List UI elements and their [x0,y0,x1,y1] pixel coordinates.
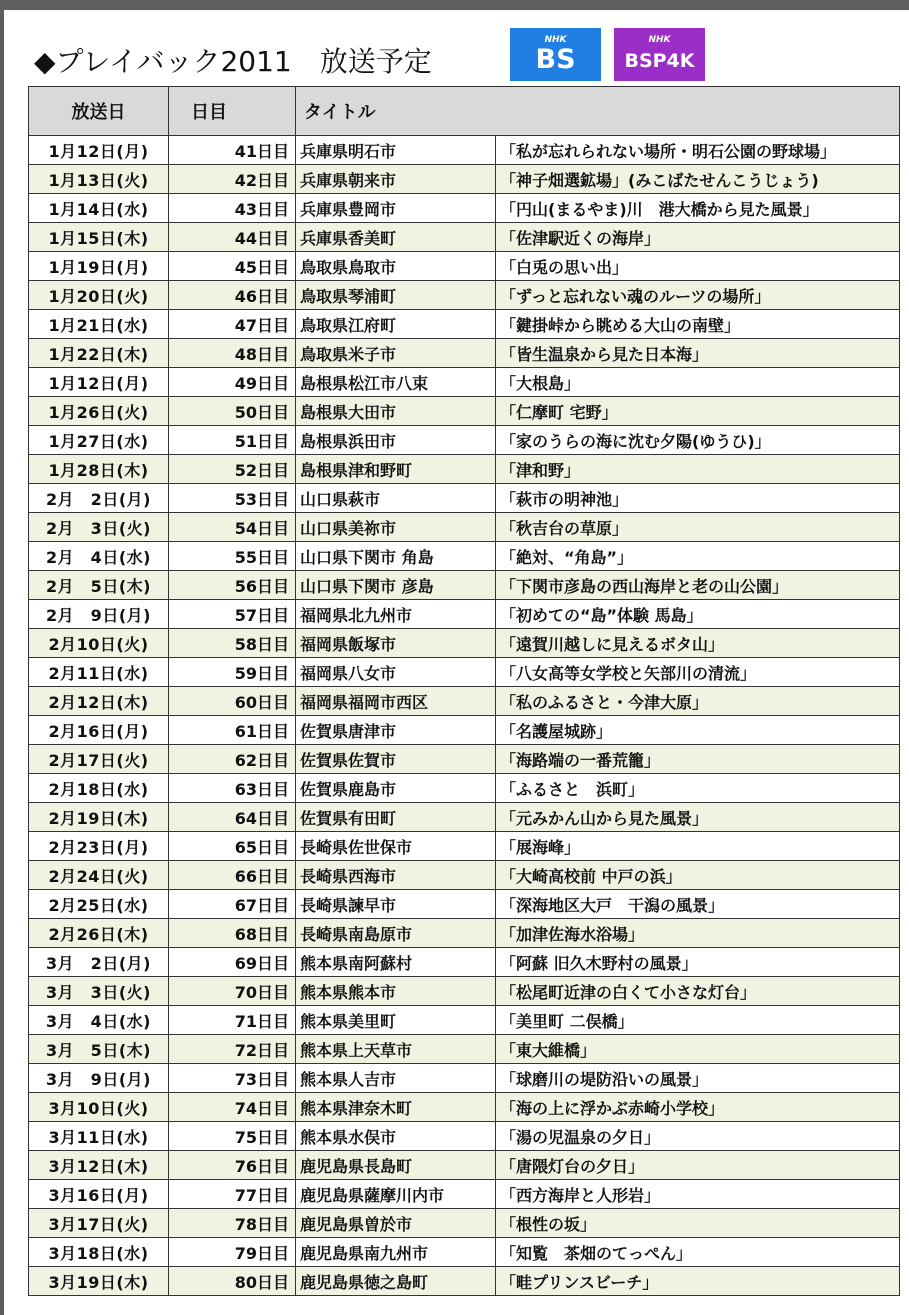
row-day: 51日目 [169,426,296,455]
row-subject: 「深海地区大戸 干潟の風景」 [496,890,900,919]
row-subject: 「萩市の明神池」 [496,484,900,513]
row-date: 3月 4日(水) [29,1006,169,1035]
row-subject: 「秋吉台の草原」 [496,513,900,542]
row-subject: 「知覧 茶畑のてっぺん」 [496,1238,900,1267]
row-date: 1月15日(木) [29,223,169,252]
nhk-bsp4k-logo-small: NHK [648,35,671,45]
row-place: 島根県津和野町 [296,455,496,484]
row-day: 62日目 [169,745,296,774]
row-date: 1月22日(木) [29,339,169,368]
row-subject: 「海の上に浮かぶ赤崎小学校」 [496,1093,900,1122]
table-row [29,687,900,716]
row-place: 鳥取県米子市 [296,339,496,368]
row-subject: 「東大維橋」 [496,1035,900,1064]
table-row [29,1064,900,1093]
row-place: 鳥取県琴浦町 [296,281,496,310]
row-subject: 「大崎高校前 中戸の浜」 [496,861,900,890]
nhk-bsp4k-logo-big: BSP4K [624,50,695,72]
row-day: 48日目 [169,339,296,368]
row-day: 68日目 [169,919,296,948]
row-day: 73日目 [169,1064,296,1093]
row-day: 46日目 [169,281,296,310]
table-row [29,1006,900,1035]
row-day: 54日目 [169,513,296,542]
row-subject: 「私のふるさと・今津大原」 [496,687,900,716]
row-subject: 「津和野」 [496,455,900,484]
row-subject: 「鍵掛峠から眺める大山の南壁」 [496,310,900,339]
row-day: 45日目 [169,252,296,281]
table-row [29,484,900,513]
table-row [29,513,900,542]
table-row [29,861,900,890]
row-date: 1月21日(水) [29,310,169,339]
row-date: 2月11日(水) [29,658,169,687]
table-row [29,1035,900,1064]
row-subject: 「初めての“島”体験 馬島」 [496,600,900,629]
row-subject: 「仁摩町 宅野」 [496,397,900,426]
row-subject: 「美里町 二俣橋」 [496,1006,900,1035]
row-date: 2月26日(木) [29,919,169,948]
table-row [29,1209,900,1238]
row-place: 佐賀県唐津市 [296,716,496,745]
row-date: 3月 9日(月) [29,1064,169,1093]
row-place: 福岡県飯塚市 [296,629,496,658]
row-subject: 「神子畑選鉱場」(みこばたせんこうじょう) [496,165,900,194]
row-place: 福岡県八女市 [296,658,496,687]
table-row [29,919,900,948]
row-place: 兵庫県豊岡市 [296,194,496,223]
row-subject: 「海路端の一番荒籠」 [496,745,900,774]
row-day: 43日目 [169,194,296,223]
table-row [29,136,900,165]
header-date: 放送日 [29,87,169,136]
row-place: 佐賀県有田町 [296,803,496,832]
row-day: 55日目 [169,542,296,571]
nhk-bs-logo-small: NHK [544,35,567,45]
row-date: 3月16日(月) [29,1180,169,1209]
row-place: 熊本県人吉市 [296,1064,496,1093]
page-title: ◆プレイバック2011 放送予定 [34,45,432,78]
row-day: 42日目 [169,165,296,194]
row-subject: 「西方海岸と人形岩」 [496,1180,900,1209]
row-date: 3月19日(木) [29,1267,169,1296]
row-date: 2月18日(水) [29,774,169,803]
row-subject: 「球磨川の堤防沿いの風景」 [496,1064,900,1093]
row-subject: 「私が忘れられない場所・明石公園の野球場」 [496,136,900,165]
table-row [29,571,900,600]
schedule-body [29,136,900,1296]
row-day: 77日目 [169,1180,296,1209]
schedule-table [28,86,900,1296]
row-place: 福岡県福岡市西区 [296,687,496,716]
row-place: 兵庫県朝来市 [296,165,496,194]
row-subject: 「名護屋城跡」 [496,716,900,745]
table-row [29,397,900,426]
row-place: 熊本県上天草市 [296,1035,496,1064]
row-date: 3月12日(木) [29,1151,169,1180]
row-place: 鳥取県鳥取市 [296,252,496,281]
table-row [29,629,900,658]
row-place: 鹿児島県薩摩川内市 [296,1180,496,1209]
row-day: 80日目 [169,1267,296,1296]
row-day: 41日目 [169,136,296,165]
row-date: 1月14日(水) [29,194,169,223]
row-day: 63日目 [169,774,296,803]
row-subject: 「下関市彦島の西山海岸と老の山公園」 [496,571,900,600]
row-place: 長崎県佐世保市 [296,832,496,861]
row-date: 1月12日(月) [29,368,169,397]
row-day: 74日目 [169,1093,296,1122]
row-day: 70日目 [169,977,296,1006]
row-place: 鳥取県江府町 [296,310,496,339]
row-subject: 「ずっと忘れない魂のルーツの場所」 [496,281,900,310]
row-subject: 「大根島」 [496,368,900,397]
row-date: 1月26日(火) [29,397,169,426]
row-date: 2月 9日(月) [29,600,169,629]
row-date: 2月17日(火) [29,745,169,774]
row-date: 2月12日(木) [29,687,169,716]
row-day: 52日目 [169,455,296,484]
row-subject: 「元みかん山から見た風景」 [496,803,900,832]
row-place: 山口県下関市 彦島 [296,571,496,600]
row-date: 2月 3日(火) [29,513,169,542]
row-date: 3月10日(火) [29,1093,169,1122]
row-date: 3月 3日(火) [29,977,169,1006]
row-subject: 「家のうらの海に沈む夕陽(ゆうひ)」 [496,426,900,455]
row-date: 3月11日(水) [29,1122,169,1151]
table-row [29,1180,900,1209]
row-subject: 「佐津駅近くの海岸」 [496,223,900,252]
table-row [29,165,900,194]
row-place: 熊本県美里町 [296,1006,496,1035]
row-day: 66日目 [169,861,296,890]
row-day: 79日目 [169,1238,296,1267]
row-date: 2月 5日(木) [29,571,169,600]
row-day: 75日目 [169,1122,296,1151]
row-date: 1月20日(火) [29,281,169,310]
row-date: 3月18日(水) [29,1238,169,1267]
viewer-top-bar [0,0,909,10]
row-subject: 「遠賀川越しに見えるボタ山」 [496,629,900,658]
row-date: 2月 2日(月) [29,484,169,513]
table-row [29,368,900,397]
row-subject: 「畦プリンスビーチ」 [496,1267,900,1296]
schedule-header-row [29,87,900,136]
row-day: 49日目 [169,368,296,397]
row-date: 2月24日(火) [29,861,169,890]
row-date: 2月10日(火) [29,629,169,658]
nhk-bs-logo [510,28,601,81]
row-place: 島根県松江市八束 [296,368,496,397]
row-day: 78日目 [169,1209,296,1238]
row-place: 兵庫県明石市 [296,136,496,165]
row-place: 熊本県水俣市 [296,1122,496,1151]
table-row [29,542,900,571]
row-day: 50日目 [169,397,296,426]
row-date: 2月16日(月) [29,716,169,745]
table-row [29,977,900,1006]
row-day: 53日目 [169,484,296,513]
row-date: 1月27日(水) [29,426,169,455]
row-place: 熊本県津奈木町 [296,1093,496,1122]
row-day: 65日目 [169,832,296,861]
table-row [29,832,900,861]
row-day: 57日目 [169,600,296,629]
table-row [29,194,900,223]
row-place: 長崎県西海市 [296,861,496,890]
row-date: 1月12日(月) [29,136,169,165]
row-place: 島根県大田市 [296,397,496,426]
row-day: 47日目 [169,310,296,339]
row-date: 1月28日(木) [29,455,169,484]
row-day: 58日目 [169,629,296,658]
table-row [29,252,900,281]
table-row [29,600,900,629]
table-row [29,339,900,368]
row-day: 44日目 [169,223,296,252]
row-subject: 「湯の児温泉の夕日」 [496,1122,900,1151]
table-row [29,1267,900,1296]
table-row [29,426,900,455]
table-row [29,716,900,745]
row-place: 鹿児島県南九州市 [296,1238,496,1267]
row-place: 鹿児島県長島町 [296,1151,496,1180]
table-row [29,1151,900,1180]
row-date: 3月 2日(月) [29,948,169,977]
row-day: 69日目 [169,948,296,977]
table-row [29,774,900,803]
row-place: 島根県浜田市 [296,426,496,455]
row-place: 長崎県諫早市 [296,890,496,919]
row-date: 2月25日(水) [29,890,169,919]
nhk-bsp4k-logo [614,28,705,81]
row-subject: 「展海峰」 [496,832,900,861]
row-day: 67日目 [169,890,296,919]
row-day: 64日目 [169,803,296,832]
row-subject: 「松尾町近津の白くて小さな灯台」 [496,977,900,1006]
row-day: 72日目 [169,1035,296,1064]
row-place: 山口県下関市 角島 [296,542,496,571]
table-row [29,223,900,252]
row-subject: 「根性の坂」 [496,1209,900,1238]
row-date: 2月 4日(水) [29,542,169,571]
row-subject: 「唐隈灯台の夕日」 [496,1151,900,1180]
row-place: 山口県美祢市 [296,513,496,542]
row-subject: 「円山(まるやま)川 港大橋から見た風景」 [496,194,900,223]
row-place: 熊本県熊本市 [296,977,496,1006]
row-day: 59日目 [169,658,296,687]
table-row [29,1122,900,1151]
row-date: 1月13日(火) [29,165,169,194]
row-subject: 「八女高等女学校と矢部川の清流」 [496,658,900,687]
table-row [29,890,900,919]
row-subject: 「加津佐海水浴場」 [496,919,900,948]
table-row [29,281,900,310]
table-row [29,1093,900,1122]
table-row [29,658,900,687]
table-row [29,948,900,977]
nhk-bs-logo-big: BS [535,44,576,75]
header-day: 日目 [169,87,296,136]
row-place: 福岡県北九州市 [296,600,496,629]
row-place: 山口県萩市 [296,484,496,513]
row-place: 佐賀県佐賀市 [296,745,496,774]
row-place: 鹿児島県徳之島町 [296,1267,496,1296]
row-place: 兵庫県香美町 [296,223,496,252]
row-day: 76日目 [169,1151,296,1180]
row-place: 熊本県南阿蘇村 [296,948,496,977]
header-title: タイトル [296,87,900,136]
row-day: 60日目 [169,687,296,716]
row-date: 1月19日(月) [29,252,169,281]
table-row [29,455,900,484]
row-date: 3月17日(火) [29,1209,169,1238]
row-day: 56日目 [169,571,296,600]
table-row [29,1238,900,1267]
table-row [29,310,900,339]
row-subject: 「絶対、“角島”」 [496,542,900,571]
row-day: 61日目 [169,716,296,745]
row-subject: 「阿蘇 旧久木野村の風景」 [496,948,900,977]
row-place: 鹿児島県曽於市 [296,1209,496,1238]
row-subject: 「皆生温泉から見た日本海」 [496,339,900,368]
row-date: 2月23日(月) [29,832,169,861]
row-subject: 「白兎の思い出」 [496,252,900,281]
row-date: 2月19日(木) [29,803,169,832]
row-place: 佐賀県鹿島市 [296,774,496,803]
document-page [4,10,909,1315]
row-place: 長崎県南島原市 [296,919,496,948]
row-date: 3月 5日(木) [29,1035,169,1064]
row-subject: 「ふるさと 浜町」 [496,774,900,803]
row-day: 71日目 [169,1006,296,1035]
table-row [29,803,900,832]
table-row [29,745,900,774]
